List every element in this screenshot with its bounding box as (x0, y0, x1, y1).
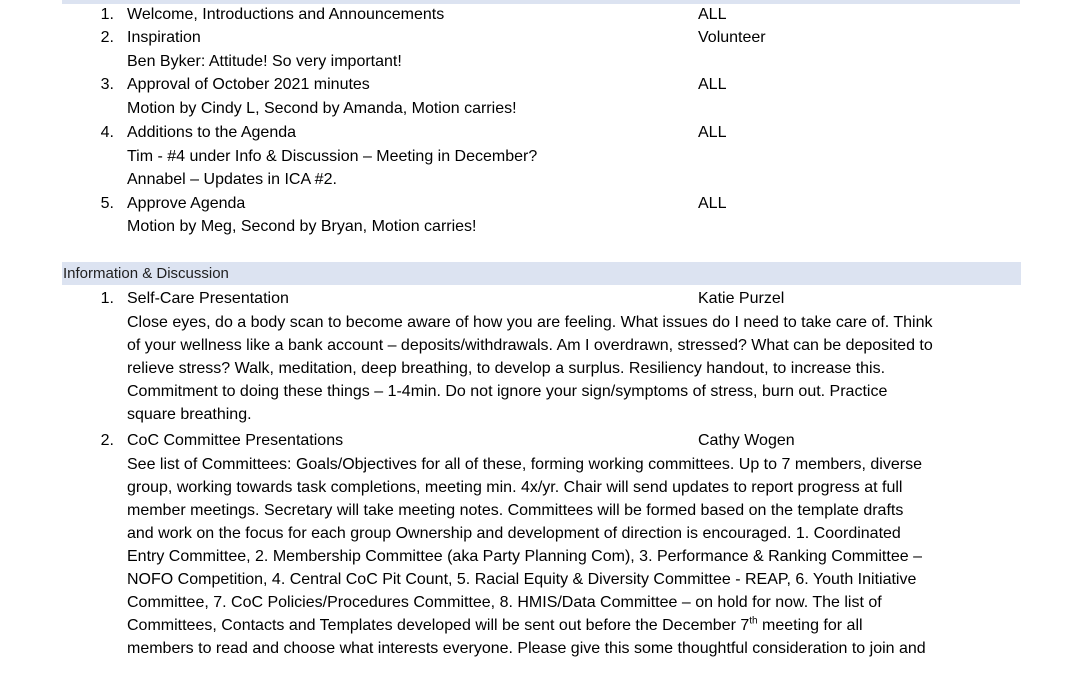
note-line: Committee, 7. CoC Policies/Procedures Committee, 8. HMIS/Data Committee – on hold for now. The list of (127, 594, 882, 611)
item-number: 1. (100, 290, 114, 307)
item-presenter: ALL (698, 6, 727, 23)
note-line: Commitment to doing these things – 1-4min. Do not ignore your sign/symptoms of stress, burn out. Practice (127, 383, 888, 400)
note-line: relieve stress? Walk, meditation, deep breathing, to develop a surplus. Resiliency handout, to increase this. (127, 360, 886, 377)
item-title: Approve Agenda (127, 195, 246, 212)
item-presenter: Volunteer (698, 29, 766, 46)
item-note: Ben Byker: Attitude! So very important! (127, 53, 402, 70)
note-line: of your wellness like a bank account – deposits/withdrawals. Am I overdrawn, stressed? What can be deposited to (127, 337, 933, 354)
item-title: Approval of October 2021 minutes (127, 76, 370, 93)
note-line (127, 614, 1020, 637)
note-line: and work on the focus for each group Ownership and development of direction is encouraged. 1. Coordinated (127, 525, 901, 542)
item-presenter: Cathy Wogen (698, 432, 795, 449)
discussion-notes (127, 311, 1020, 426)
item-title: Inspiration (127, 29, 201, 46)
item-number: 2. (100, 29, 114, 46)
item-title: Welcome, Introductions and Announcements (127, 6, 445, 23)
item-presenter: ALL (698, 195, 727, 212)
superscript: th (749, 615, 758, 627)
item-title: Additions to the Agenda (127, 124, 297, 141)
item-number: 5. (100, 195, 114, 212)
item-title: CoC Committee Presentations (127, 432, 344, 449)
note-line: NOFO Competition, 4. Central CoC Pit Count, 5. Racial Equity & Diversity Committee - REAP, 6. Youth Initiative (127, 571, 917, 588)
note-line: See list of Committees: Goals/Objectives for all of these, forming working committees. Up to 7 members, diverse (127, 456, 922, 473)
item-number: 1. (100, 6, 114, 23)
note-text: Committees, Contacts and Templates developed will be sent out before the December 7 (127, 617, 750, 634)
item-presenter: Katie Purzel (698, 290, 785, 307)
item-note: Annabel – Updates in ICA #2. (127, 171, 337, 188)
note-line: member meetings. Secretary will take meeting notes. Committees will be formed based on the template drafts (127, 502, 904, 519)
note-line: square breathing. (127, 406, 252, 423)
item-note: Tim - #4 under Info & Discussion – Meeting in December? (127, 148, 538, 165)
item-presenter: ALL (698, 76, 727, 93)
item-note: Motion by Cindy L, Second by Amanda, Motion carries! (127, 100, 517, 117)
item-number: 4. (100, 124, 114, 141)
section-header: Information & Discussion (62, 262, 1021, 285)
item-presenter: ALL (698, 124, 727, 141)
item-title: Self-Care Presentation (127, 290, 289, 307)
note-line: Close eyes, do a body scan to become aware of how you are feeling. What issues do I need to take care of. Think (127, 314, 933, 331)
item-number: 2. (100, 432, 114, 449)
note-text: meeting for all (757, 617, 863, 634)
discussion-notes (127, 453, 1020, 660)
item-number: 3. (100, 76, 114, 93)
note-line: group, working towards task completions, meeting min. 4x/yr. Chair will send updates to report progress at full (127, 479, 903, 496)
item-note: Motion by Meg, Second by Bryan, Motion carries! (127, 218, 477, 235)
note-line: members to read and choose what interests everyone. Please give this some thoughtful consideration to join and (127, 640, 926, 657)
note-line: Entry Committee, 2. Membership Committee (aka Party Planning Com), 3. Performance & Ranking Committee – (127, 548, 922, 565)
